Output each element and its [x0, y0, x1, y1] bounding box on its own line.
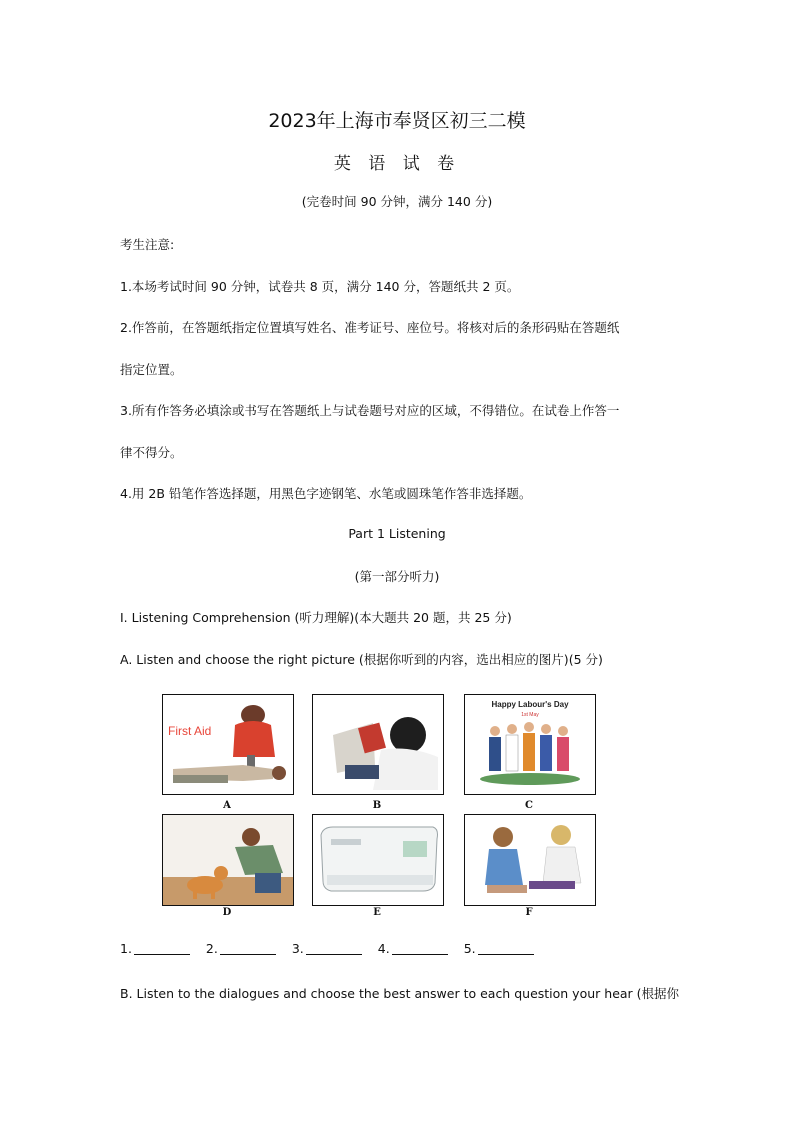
exam-subtitle: 英 语 试 卷 [333, 154, 461, 174]
labour-day-date: 1st May [521, 712, 539, 718]
answer-blank-1[interactable]: 1. [120, 941, 190, 956]
picture-b [312, 694, 444, 795]
notice-item-3-line-1: 3.所有作答务必填涂或书写在答题纸上与试卷题号对应的区域，不得错位。在试卷上作答一 [120, 403, 620, 418]
part-title: Part 1 Listening [348, 526, 446, 541]
notice-item-2-line-1: 2.作答前，在答题纸指定位置填写姓名、准考证号、座位号。将核对后的条形码贴在答题纸 [120, 320, 620, 335]
first-aid-cpr-icon [163, 695, 293, 794]
notice-item-1: 1.本场考试时间 90 分钟，试卷共 8 页，满分 140 分，答题纸共 2 页。 [120, 279, 520, 294]
answer-blanks [120, 941, 546, 956]
section-a-heading: A. Listen and choose the right picture (根据你听到的内容，选出相应的图片)(5 分) [120, 652, 603, 667]
picture-b-label: B [372, 800, 382, 811]
answer-blank-3[interactable]: 3. [292, 941, 362, 956]
picture-c [464, 694, 596, 795]
first-aid-label: First Aid [168, 724, 212, 738]
answer-blank-4[interactable]: 4. [378, 941, 448, 956]
notice-item-2-line-2: 指定位置。 [120, 362, 183, 377]
labour-day-workers-icon [465, 695, 595, 794]
labour-day-title: Happy Labour's Day [491, 700, 569, 709]
blank-underline[interactable] [306, 942, 362, 955]
notice-heading: 考生注意: [120, 237, 175, 252]
picture-d-label: D [222, 907, 232, 918]
exam-info: (完卷时间 90 分钟，满分 140 分) [301, 194, 493, 209]
blank-underline[interactable] [134, 942, 190, 955]
answer-blank-5[interactable]: 5. [464, 941, 534, 956]
exam-title: 2023年上海市奉贤区初三二模 [268, 110, 526, 132]
blank-underline[interactable] [478, 942, 534, 955]
picture-d [162, 814, 294, 906]
picture-a-label: A [223, 800, 231, 811]
woman-with-dog-icon [163, 815, 293, 905]
notice-item-3-line-2: 律不得分。 [120, 445, 183, 460]
answer-blank-2[interactable]: 2. [206, 941, 276, 956]
blank-underline[interactable] [392, 942, 448, 955]
section-heading: I. Listening Comprehension (听力理解)(本大题共 20 题，共 25 分) [120, 610, 512, 625]
picture-c-label: C [525, 800, 533, 811]
section-b-heading: B. Listen to the dialogues and choose the best answer to each question your hear (根据你 [120, 986, 680, 1001]
blank-underline[interactable] [220, 942, 276, 955]
part-title-cn: (第一部分听力) [354, 569, 440, 584]
picture-f [464, 814, 596, 906]
boy-reading-book-icon [313, 695, 443, 794]
air-conditioner-icon [313, 815, 443, 905]
two-girls-talking-icon [465, 815, 595, 905]
picture-e [312, 814, 444, 906]
picture-a [162, 694, 294, 795]
notice-item-4: 4.用 2B 铅笔作答选择题，用黑色字迹钢笔、水笔或圆珠笔作答非选择题。 [120, 486, 532, 501]
picture-e-label: E [373, 907, 381, 918]
picture-f-label: F [525, 907, 533, 918]
